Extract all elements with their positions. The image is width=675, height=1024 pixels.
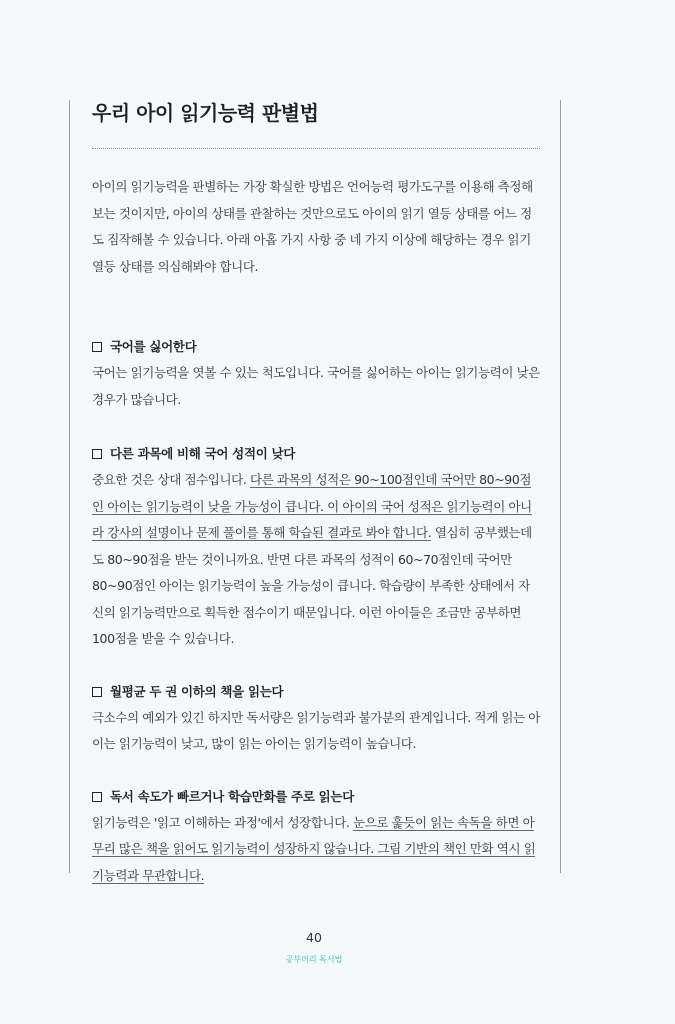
section-heading: [92, 784, 540, 810]
section-heading: [92, 334, 540, 360]
section-heading-text: 월평균 두 권 이하의 책을 읽는다: [110, 683, 284, 699]
section-3: [92, 679, 540, 758]
section-heading: [92, 441, 540, 467]
checkbox-icon: [92, 342, 102, 352]
section-4: [92, 784, 540, 890]
right-frame-line: [560, 100, 561, 873]
underlined-text: 다른 과목의 성적은 90~100점인데 국어만 80~90점인 아이는 읽기능력이 낮을 가능성이 큽니다. 이 아이의 국어 성적은 읽기능력이 아니라 강사의 설명이나 문제 풀이를 통해 학습된 결과로 봐야 합니다.: [92, 472, 532, 540]
checkbox-icon: [92, 687, 102, 697]
section-heading-text: 국어를 싫어한다: [110, 339, 197, 354]
section-body: 극소수의 예외가 있긴 하지만 독서량은 읽기능력과 불가분의 관계입니다. 적게 읽는 아이는 읽기능력이 낮고, 많이 읽는 아이는 읽기능력이 높습니다.: [92, 709, 540, 751]
book-title: 공부머리 독서법: [285, 955, 343, 964]
section-heading-text: 독서 속도가 빠르거나 학습만화를 주로 읽는다: [110, 788, 354, 804]
section-body: [92, 467, 540, 653]
left-frame-line: [69, 100, 70, 873]
section-body: 국어는 읽기능력을 엿볼 수 있는 척도입니다. 국어를 싫어하는 아이는 읽기능력이 낮은 경우가 많습니다.: [92, 365, 540, 407]
checkbox-icon: [92, 792, 102, 802]
body-text: 읽기능력은 '읽고 이해하는 과정'에서 성장합니다.: [92, 814, 354, 830]
dotted-divider: [92, 148, 540, 149]
section-2: [92, 441, 540, 653]
section-1: [92, 334, 540, 413]
underlined-text: 눈으로 훑듯이 읽는 속독을 하면 아무리 많은 책을 읽어도 읽기능력이 성장하지 않습니다. 그림 기반의 책인 만화 역시 읽기능력과 무관합니다.: [92, 814, 536, 883]
checkbox-icon: [92, 449, 102, 459]
page-title: 우리 아이 읽기능력 판별법: [92, 101, 319, 125]
section-heading-text: 다른 과목에 비해 국어 성적이 낮다: [110, 446, 296, 461]
page-number: 40: [306, 930, 322, 945]
section-heading: [92, 679, 540, 705]
body-text: 중요한 것은 상대 점수입니다.: [92, 472, 250, 487]
section-body: [92, 810, 540, 890]
intro-paragraph: 아이의 읽기능력을 판별하는 가장 확실한 방법은 언어능력 평가도구를 이용해 측정해보는 것이지만, 아이의 상태를 관찰하는 것만으로도 아이의 읽기 열등 상태를 어느 정도 짐작해볼 수 있습니다. 아래 아홉 가지 사항 중 네 가지 이상에 해당하는 경우 읽기 열등 상태를 의심해봐야 합니다.: [92, 179, 533, 274]
body-text: 열심히 공부했는데도 80~90점을 받는 것이니까요. 반면 다른 과목의 성적이 60~70점인데 국어만 80~90점인 아이는 읽기능력이 높을 가능성이 큽니다. 학습량이 부족한 상태에서 자신의 읽기능력만으로 획득한 점수이기 때문입니다. 이런 아이들은 조금만 공부하면 100점을 받을 수 있습니다.: [92, 525, 532, 646]
article: [92, 96, 540, 889]
